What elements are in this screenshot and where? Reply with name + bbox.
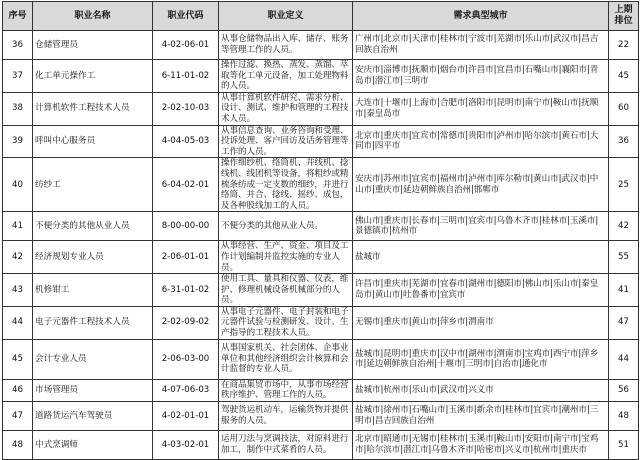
row-occupation-name: 计算机软件工程技术人员 bbox=[33, 92, 153, 125]
row-cities: 盐城市|杭州市|乐山市|武汉市|兴义市 bbox=[353, 379, 609, 401]
row-occupation-name: 会计专业人员 bbox=[33, 339, 153, 379]
row-prev-rank: 56 bbox=[609, 379, 639, 401]
row-occupation-name: 仓储管理员 bbox=[33, 31, 153, 60]
header-row bbox=[3, 2, 639, 31]
row-cities: 北京市|昭通市|无锡市|桂林市|玉溪市|鞍山市|安阳市|南宁市|宝鸡市|哈尔滨市|潜江市|乌鲁木齐市|哈密市|兴义市|杭州市|重庆市 bbox=[353, 430, 609, 459]
table-row bbox=[3, 274, 639, 307]
row-occupation-code: 8-00-00-00 bbox=[153, 212, 219, 241]
row-seq: 40 bbox=[3, 158, 33, 212]
row-seq: 46 bbox=[3, 379, 33, 401]
row-prev-rank: 60 bbox=[609, 92, 639, 125]
header-prev-rank: 上期排位 bbox=[609, 2, 639, 31]
row-prev-rank: 25 bbox=[609, 158, 639, 212]
row-occupation-code: 4-07-06-03 bbox=[153, 379, 219, 401]
header-name: 职业名称 bbox=[33, 2, 153, 31]
table-row bbox=[3, 92, 639, 125]
header-definition: 职业定义 bbox=[219, 2, 353, 31]
row-definition: 驾驶货运机动车，运输货物并提供服务的人员。 bbox=[219, 401, 353, 430]
row-occupation-code: 2-02-10-03 bbox=[153, 92, 219, 125]
row-cities: 安庆市|苏州市|宜宾市|福州市|泸州市|库尔勒市|黄山市|武汉市|中山市|重庆市|延边朝鲜族自治州|邯郸市 bbox=[353, 158, 609, 212]
row-definition: 从事电子元器件、电子封装和电子元器件试验与检测研发、设计、生产指导的工程技术人员。 bbox=[219, 306, 353, 339]
row-cities: 广州市|北京市|天津市|桂林市|宁波市|芜湖市|乐山市|武汉市|昌吉回族自治州 bbox=[353, 31, 609, 60]
table-row bbox=[3, 306, 639, 339]
table-row bbox=[3, 60, 639, 93]
row-cities: 北京市|重庆市|宜宾市|常德市|贵阳市|泸州市|哈尔滨市|黄石市|大同市|四平市 bbox=[353, 125, 609, 158]
row-occupation-code: 4-04-05-03 bbox=[153, 125, 219, 158]
row-prev-rank: 44 bbox=[609, 339, 639, 379]
table-row bbox=[3, 401, 639, 430]
table-row bbox=[3, 31, 639, 60]
row-prev-rank: 48 bbox=[609, 401, 639, 430]
table-row bbox=[3, 241, 639, 274]
row-definition: 从事仓储物品出入库、储存、账务等管理工作的人员。 bbox=[219, 31, 353, 60]
header-seq: 序号 bbox=[3, 2, 33, 31]
row-seq: 38 bbox=[3, 92, 33, 125]
row-occupation-code: 6-04-02-01 bbox=[153, 158, 219, 212]
row-seq: 37 bbox=[3, 60, 33, 93]
header-code: 职业代码 bbox=[153, 2, 219, 31]
row-definition: 从事国家机关、社会团体、企事业单位和其他经济组织会计核算和会计监督的专业人员。 bbox=[219, 339, 353, 379]
row-definition: 在商品集贸市场中，从事市场经营秩序维护、管理工作的人员。 bbox=[219, 379, 353, 401]
row-cities: 无锡市|重庆市|黄山市|萍乡市|渭南市 bbox=[353, 306, 609, 339]
row-occupation-code: 2-06-03-00 bbox=[153, 339, 219, 379]
row-occupation-code: 6-11-01-02 bbox=[153, 60, 219, 93]
row-definition: 不便分类的其他从业人员。 bbox=[219, 212, 353, 241]
row-occupation-code: 4-02-01-01 bbox=[153, 401, 219, 430]
row-definition: 操作过滤、换热、蒸发、蒸馏、萃取等化工单元设备，加工处理物料的人员。 bbox=[219, 60, 353, 93]
row-prev-rank: 41 bbox=[609, 274, 639, 307]
row-occupation-code: 4-03-02-01 bbox=[153, 430, 219, 459]
row-cities: 安庆市|淄博市|抚顺市|烟台市|许昌市|宜昌市|石嘴山市|襄阳市|青岛市|潜江市|三明市 bbox=[353, 60, 609, 93]
row-seq: 45 bbox=[3, 339, 33, 379]
row-seq: 41 bbox=[3, 212, 33, 241]
row-cities: 佛山市|重庆市|长春市|三明市|宜宾市|乌鲁木齐市|桂林市|玉溪市|景德镇市|杭州市 bbox=[353, 212, 609, 241]
table-row bbox=[3, 379, 639, 401]
row-definition: 从事经营、生产、资金、项目及工作计划编制并监控实施的专业人员。 bbox=[219, 241, 353, 274]
row-occupation-code: 6-31-01-02 bbox=[153, 274, 219, 307]
row-prev-rank: 55 bbox=[609, 241, 639, 274]
row-definition: 从事信息查询、业务咨询和受理、投诉处理、客户回访及话务管理等工作的人员。 bbox=[219, 125, 353, 158]
row-definition: 操作细纱机、络筒机、并线机、捻线机、线团机等设备，将粗纱或精梳条纺成一定支数的细纱，并进行络筒、并合、捻线、摇纱、成包，及各种股线加工的人员。 bbox=[219, 158, 353, 212]
row-seq: 36 bbox=[3, 31, 33, 60]
row-seq: 47 bbox=[3, 401, 33, 430]
row-prev-rank: 36 bbox=[609, 125, 639, 158]
row-cities: 盐城市 bbox=[353, 241, 609, 274]
row-seq: 39 bbox=[3, 125, 33, 158]
row-occupation-name: 呼叫中心服务员 bbox=[33, 125, 153, 158]
row-cities: 许昌市|重庆市|芜湖市|宜春市|湖州市|德阳市|佛山市|乐山市|秦皇岛市|黄山市|吐鲁番市|宜宾市 bbox=[353, 274, 609, 307]
row-occupation-name: 经济规划专业人员 bbox=[33, 241, 153, 274]
row-occupation-code: 2-02-09-02 bbox=[153, 306, 219, 339]
table-row bbox=[3, 339, 639, 379]
row-occupation-name: 中式烹调师 bbox=[33, 430, 153, 459]
row-occupation-name: 机修钳工 bbox=[33, 274, 153, 307]
table-row bbox=[3, 430, 639, 459]
row-prev-rank: 47 bbox=[609, 306, 639, 339]
row-occupation-name: 不便分类的其他从业人员 bbox=[33, 212, 153, 241]
table-row bbox=[3, 125, 639, 158]
row-occupation-code: 2-06-01-01 bbox=[153, 241, 219, 274]
row-prev-rank: 22 bbox=[609, 31, 639, 60]
header-cities: 需求典型城市 bbox=[353, 2, 609, 31]
row-cities: 盐城市|徐州市|石嘴山市|玉溪市|新余市|桂林市|宜宾市|潮州市|三明市|昌吉回族自治州 bbox=[353, 401, 609, 430]
occupation-demand-table bbox=[2, 1, 639, 460]
row-definition: 从事计算机软件研究、需求分析、设计、测试、维护和管理的工程技术人员。 bbox=[219, 92, 353, 125]
row-definition: 运用刀法与烹调技法，对原料进行加工，制作中式菜肴的人员。 bbox=[219, 430, 353, 459]
row-seq: 43 bbox=[3, 274, 33, 307]
row-cities: 大连市|十堰市|上海市|合肥市|洛阳市|昆明市|南宁市|鞍山市|抚顺市|秦皇岛市 bbox=[353, 92, 609, 125]
row-prev-rank: 45 bbox=[609, 60, 639, 93]
row-occupation-name: 电子元器件工程技术人员 bbox=[33, 306, 153, 339]
row-prev-rank: 42 bbox=[609, 212, 639, 241]
table-row bbox=[3, 158, 639, 212]
row-seq: 48 bbox=[3, 430, 33, 459]
row-occupation-name: 化工单元操作工 bbox=[33, 60, 153, 93]
row-seq: 42 bbox=[3, 241, 33, 274]
row-definition: 使用工具、量具和仪器、仪表，维护、修理机械设备机械部分的人员。 bbox=[219, 274, 353, 307]
row-seq: 44 bbox=[3, 306, 33, 339]
row-occupation-name: 纺纱工 bbox=[33, 158, 153, 212]
row-occupation-name: 道路货运汽车驾驶员 bbox=[33, 401, 153, 430]
row-occupation-code: 4-02-06-01 bbox=[153, 31, 219, 60]
row-occupation-name: 市场管理员 bbox=[33, 379, 153, 401]
table-row bbox=[3, 212, 639, 241]
table-body bbox=[3, 31, 639, 460]
row-prev-rank: 51 bbox=[609, 430, 639, 459]
table-header bbox=[3, 2, 639, 31]
row-cities: 盐城市|昆明市|重庆市|汉中市|湖州市|渭南市|宝鸡市|西宁市|萍乡市|延边朝鲜族自治州|十堰市|三明市|自治市|通化市 bbox=[353, 339, 609, 379]
